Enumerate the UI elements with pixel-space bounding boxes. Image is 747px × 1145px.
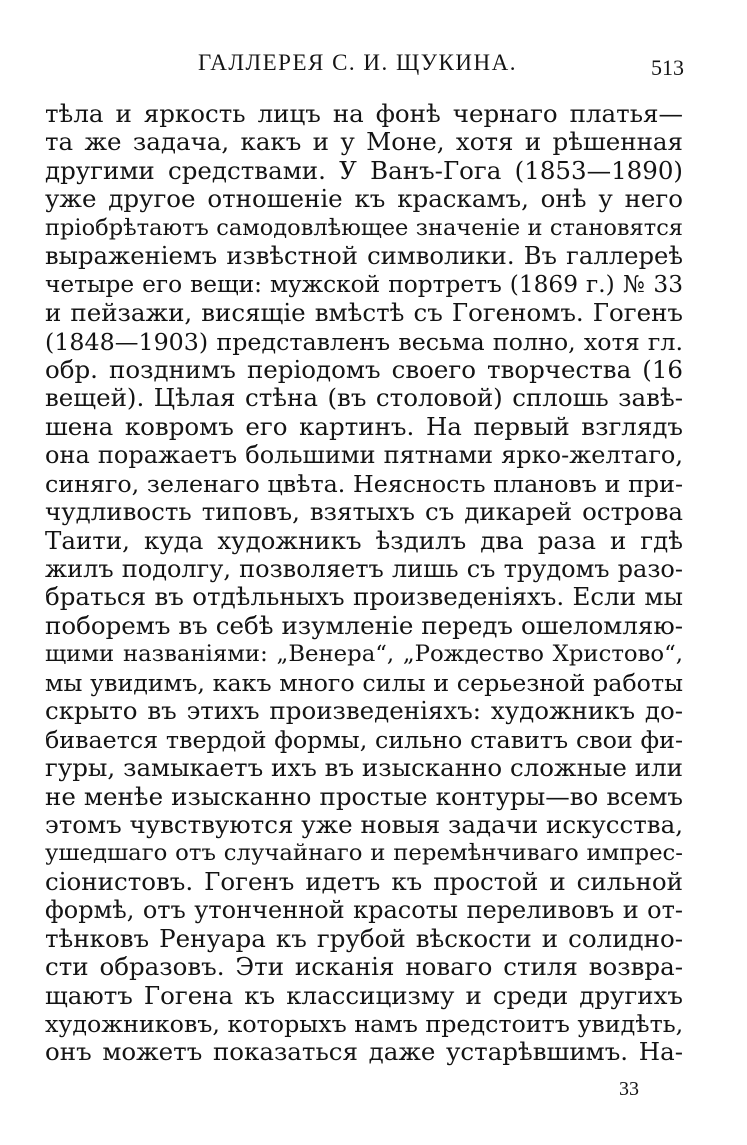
text-line: мы увидимъ, какъ много силы и серьезной работы	[45, 668, 683, 697]
text-line: гуры, замыкаетъ ихъ въ изысканно сложные или	[45, 753, 683, 783]
text-line: не менѣе изысканно простые контуры—во всемъ	[45, 781, 683, 811]
text-line: жилъ подолгу, позволяетъ лишь съ трудомъ разо-	[45, 555, 683, 583]
text-line: чудливость типовъ, взятыхъ съ дикарей острова	[45, 497, 683, 527]
text-line: шена ковромъ его картинъ. На первый взглядъ	[45, 411, 683, 441]
text-line: (1848—1903) представленъ весьма полно, хотя гл.	[45, 327, 683, 356]
text-line: та же задача, какъ и у Моне, хотя и рѣшенная	[45, 127, 683, 157]
text-line: браться въ отдѣльныхъ произведеніяхъ. Если мы	[45, 582, 683, 612]
page-number: 513	[651, 55, 684, 80]
text-line: четыре его вещи: мужской портретъ (1869 г.) № 33	[45, 270, 683, 298]
text-line: другими средствами. У Ванъ-Гога (1853—1890)	[45, 155, 683, 185]
text-line: скрыто въ этихъ произведеніяхъ: художникъ до-	[45, 696, 683, 726]
text-line: тѣнковъ Ренуара къ грубой вѣскости и солидно-	[45, 923, 683, 953]
text-line: онъ можетъ показаться даже устарѣвшимъ. На-	[45, 1037, 683, 1067]
text-line: щими названіями: „Венера“, „Рождество Христово“,	[45, 641, 683, 668]
text-line: бивается твердой формы, сильно ставитъ свои фи-	[45, 725, 683, 754]
text-line: поборемъ въ себѣ изумленіе передъ ошеломляю-	[45, 610, 683, 640]
text-line: уже другое отношеніе къ краскамъ, онѣ у него	[45, 184, 683, 214]
text-line: этомъ чувствуются уже новыя задачи искусства,	[45, 809, 683, 839]
text-line: выраженіемъ извѣстной символики. Въ галлереѣ	[45, 241, 683, 271]
text-line: тѣла и яркость лицъ на фонѣ чернаго платья—	[45, 99, 683, 128]
text-line: ушедшаго отъ случайнаго и перемѣнчиваго импрес-	[45, 840, 683, 867]
text-line: обр. позднимъ періодомъ своего творчества (16	[45, 354, 683, 384]
text-line: вещей). Цѣлая стѣна (въ столовой) сплошь завѣ-	[45, 383, 683, 413]
text-line: сти образовъ. Эти исканія новаго стиля возвра-	[45, 952, 683, 982]
body-text	[45, 100, 683, 1067]
text-line: Таити, куда художникъ ѣздилъ два раза и гдѣ	[45, 525, 683, 555]
running-title: ГАЛЛЕРЕЯ С. И. ЩУКИНА.	[198, 50, 517, 75]
text-line: сіонистовъ. Гогенъ идетъ къ простой и сильной	[45, 866, 683, 896]
text-line: и пейзажи, висящіе вмѣстѣ съ Гогеномъ. Гогенъ	[45, 298, 683, 328]
text-line: щаютъ Гогена къ классицизму и среди другихъ	[45, 980, 683, 1010]
text-line: художниковъ, которыхъ намъ предстоитъ увидѣть,	[45, 1010, 684, 1038]
signature-mark: 33	[619, 1078, 639, 1100]
text-line: пріобрѣтаютъ самодовлѣющее значеніе и становятся	[45, 214, 683, 241]
text-line: она поражаетъ большими пятнами ярко-желтаго,	[45, 441, 683, 470]
text-line: формѣ, отъ утонченной красоты переливовъ и от-	[45, 896, 683, 925]
text-line: синяго, зеленаго цвѣта. Неясность плановъ и при-	[45, 469, 683, 498]
